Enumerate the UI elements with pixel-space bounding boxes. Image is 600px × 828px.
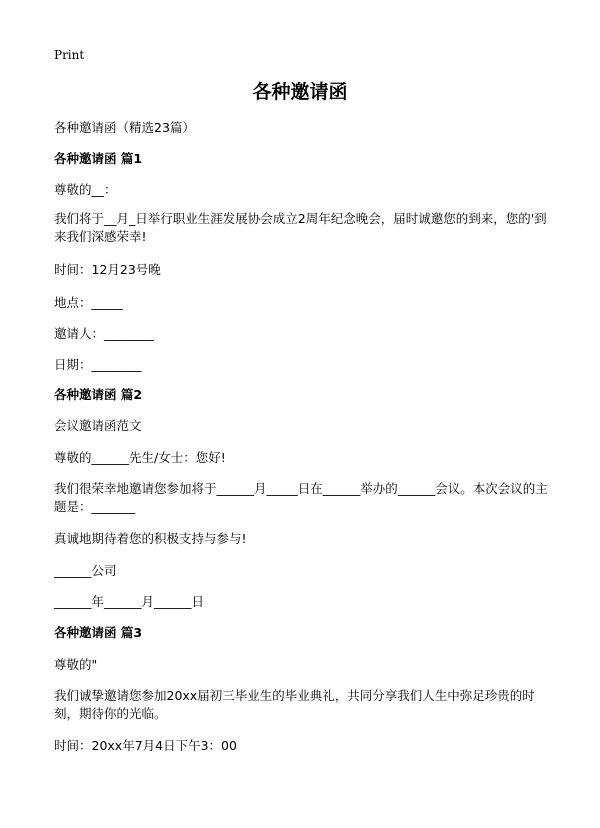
event-location-1: 地点：_____ bbox=[54, 295, 123, 310]
event-time-3: 时间：20xx年7月4日下午3：00 bbox=[54, 738, 237, 753]
document-subtitle: 各种邀请函（精选23篇） bbox=[54, 120, 195, 135]
date-signature: ______年______月______日 bbox=[54, 594, 205, 609]
paragraph-3: 我们诚挚邀请您参加20xx届初三毕业生的毕业典礼，共同分享我们人生中弥足珍贵的时刻，期待你的光临。 bbox=[54, 688, 535, 721]
paragraph-1: 我们将于__月_日举行职业生涯发展协会成立2周年纪念晚会，届时诚邀您的到来，您的'到来我们深感荣幸! bbox=[54, 211, 547, 244]
section-heading-2: 各种邀请函 篇2 bbox=[54, 387, 143, 402]
closing-2: 真诚地期待着您的积极支持与参与! bbox=[54, 531, 247, 546]
date-1: 日期：________ bbox=[54, 357, 142, 372]
salutation-1: 尊敬的__： bbox=[54, 182, 117, 197]
company-signature: ______公司 bbox=[54, 563, 117, 578]
document-title: 各种邀请函 bbox=[252, 81, 348, 103]
subtitle-2: 会议邀请函范文 bbox=[54, 418, 142, 433]
salutation-2: 尊敬的______先生/女士：您好! bbox=[54, 450, 226, 465]
inviter-1: 邀请人：________ bbox=[54, 326, 155, 341]
event-time-1: 时间：12月23号晚 bbox=[54, 262, 161, 277]
section-heading-3: 各种邀请函 篇3 bbox=[54, 625, 143, 640]
section-heading-1: 各种邀请函 篇1 bbox=[54, 151, 143, 166]
salutation-3: 尊敬的" bbox=[54, 657, 98, 672]
print-link[interactable]: Print bbox=[54, 48, 85, 62]
paragraph-2: 我们很荣幸地邀请您参加将于______月_____日在______举办的______会议。本次会议的主题是：_______ bbox=[54, 481, 548, 514]
